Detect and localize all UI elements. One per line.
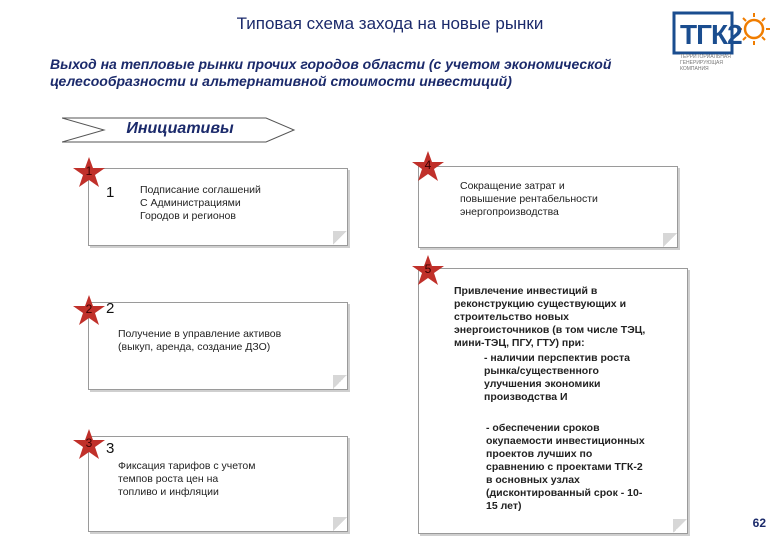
- initiative-text-5-bullet-2: - обеспечении сроков окупаемости инвестиционных проектов лучших по сравнению с проектами ТГК-2 в основных узлах (дисконтированный срок - 10- 15 лет): [486, 422, 645, 512]
- sun-icon: [738, 13, 770, 45]
- initiative-text-5-bullet-1: - наличии перспектив роста рынка/существенного улучшения экономики производства И: [484, 352, 630, 403]
- star-badge-3: 3: [72, 428, 106, 462]
- star-badge-2: 2: [72, 294, 106, 328]
- star-badge-4: 4: [411, 150, 445, 184]
- logo-caption: ТЕРРИТОРИАЛЬНАЯ ГЕНЕРИРУЮЩАЯ КОМПАНИЯ: [680, 54, 731, 72]
- initiatives-label: Инициативы: [126, 120, 234, 137]
- initiative-text-2: Получение в управление активов (выкуп, аренда, создание ДЗО): [118, 328, 282, 353]
- initiative-text-1: Подписание соглашений С Администрациями Городов и регионов: [140, 184, 261, 222]
- initiative-text-4: Сокращение затрат и повышение рентабельности энергопроизводства: [460, 180, 598, 218]
- star-badge-1: 1: [72, 156, 106, 190]
- page-title: Типовая схема захода на новые рынки: [236, 14, 544, 33]
- initiative-number-1: 1: [106, 184, 115, 201]
- initiative-text-5: Привлечение инвестиций в реконструкцию существующих и строительство новых энергоисточников (в том числе ТЭЦ, мини-ТЭЦ, ПГУ, ГТУ) при:: [454, 285, 646, 349]
- star-badge-5: 5: [411, 254, 445, 288]
- page-number: 62: [752, 516, 766, 530]
- initiative-text-3: Фиксация тарифов с учетом темпов роста цен на топливо и инфляции: [118, 460, 256, 498]
- logo-text: ТГК2: [680, 19, 742, 50]
- initiative-number-3: 3: [106, 440, 115, 457]
- initiative-number-2: 2: [106, 300, 115, 317]
- subtitle: Выход на тепловые рынки прочих городов области (с учетом экономической целесообразности и альтернативной стоимости инвестиций): [50, 56, 612, 89]
